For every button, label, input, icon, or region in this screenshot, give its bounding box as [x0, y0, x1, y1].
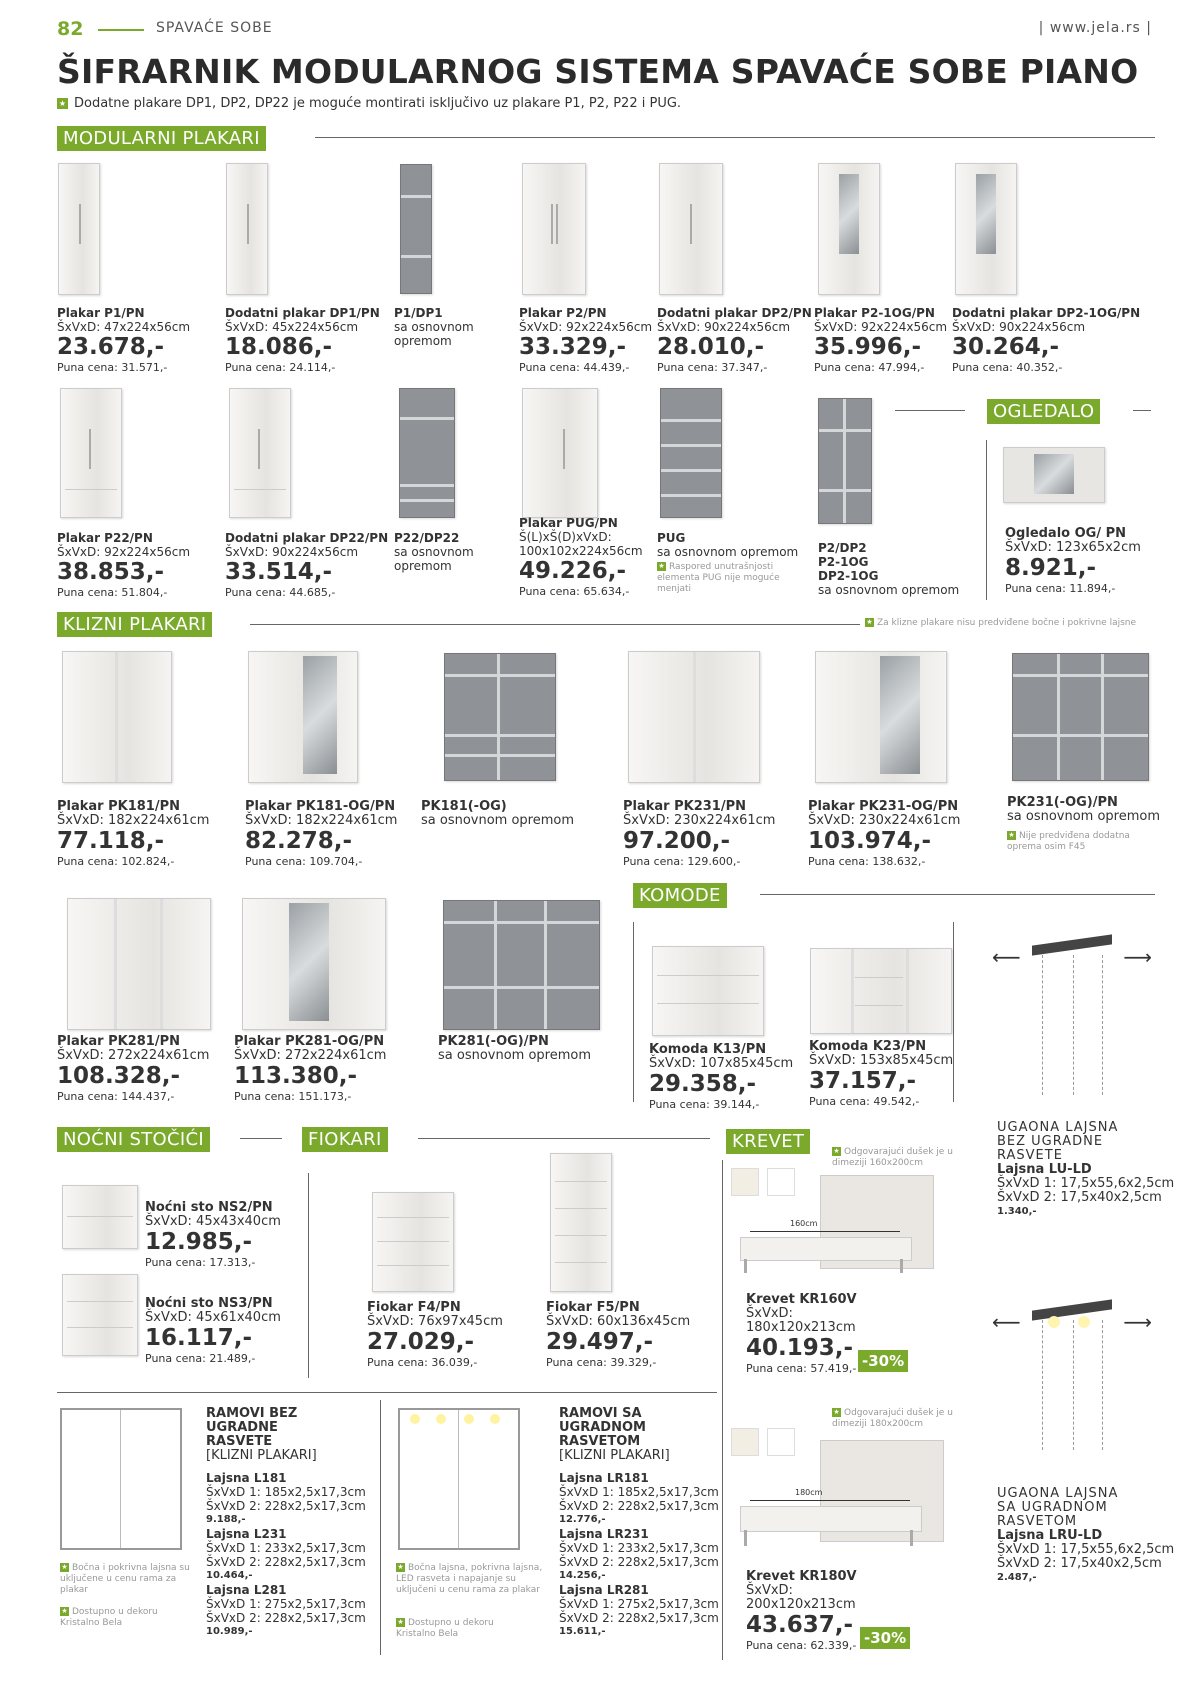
arrow-left-icon: ⟵ — [992, 945, 1021, 969]
divider — [760, 894, 1155, 895]
bed-180-note: ★ Odgovarajući dušek je u dimeziji 180x200cm — [832, 1408, 953, 1429]
product-dp2-1og: Dodatni plakar DP2-1OG/PN ŠxVxD: 90x224x56cm 30.264,- Puna cena: 40.352,- — [952, 306, 1141, 374]
sliding-wardrobe-pk231-image — [628, 651, 760, 783]
product-pk231-og: Plakar PK231-OG/PN ŠxVxD: 230x224x61cm 103.974,- Puna cena: 138.632,- — [808, 799, 961, 868]
drawer-chest-f4-image — [372, 1192, 454, 1292]
product-k13: Komoda K13/PN ŠxVxD: 107x85x45cm 29.358,- Puna cena: 39.144,- — [649, 1042, 794, 1111]
section-fiokari: FIOKARI — [302, 1127, 388, 1152]
star-icon: ★ — [61, 1563, 68, 1571]
wardrobe-p2-image — [522, 163, 586, 295]
sliding-wardrobe-pk181-interior-image — [444, 653, 556, 781]
wardrobe-pug-image — [522, 388, 598, 518]
sliding-wardrobe-pk231-interior-image — [1012, 653, 1149, 781]
pk231-note: ★ Nije predviđena dodatna oprema osim F45 — [1007, 831, 1130, 852]
ramovi-sa-note1: ★ Bočna lajsna, pokrivna lajsna, LED rasveta i napajanje su uključeni u cenu rama za plakar — [396, 1563, 543, 1595]
star-icon: ★ — [61, 1607, 68, 1615]
divider-vertical — [722, 1160, 723, 1660]
sliding-wardrobe-pk181-og-image — [248, 651, 358, 783]
star-icon: ★ — [833, 1147, 840, 1155]
section-komode: KOMODE — [633, 883, 727, 908]
wardrobe-dp22-image — [229, 388, 291, 518]
ramovi-sa-note2: ★ Dostupno u dekoru Kristalno Bela — [396, 1618, 494, 1639]
divider — [418, 1138, 710, 1139]
dresser-k13-image — [652, 946, 764, 1036]
arrow-left-icon: ⟵ — [992, 1310, 1021, 1334]
star-icon: ★ — [1008, 831, 1015, 839]
intro-note: ★ Dodatne plakare DP1, DP2, DP22 je moguće montirati isključivo uz plakare P1, P2, P22 i PUG. — [58, 96, 682, 111]
star-icon: ★ — [658, 562, 665, 570]
sliding-wardrobe-pk181-image — [62, 651, 172, 783]
pug-note: ★ Raspored unutrašnjosti elementa PUG nije moguće menjati — [657, 562, 780, 594]
divider — [240, 1138, 282, 1139]
corner-molding-lighted-image — [992, 1290, 1152, 1460]
product-pk231: Plakar PK231/PN ŠxVxD: 230x224x61cm 97.200,- Puna cena: 129.600,- — [623, 799, 776, 868]
product-p2: Plakar P2/PN ŠxVxD: 92x224x56cm 33.329,- Puna cena: 44.439,- — [519, 306, 653, 374]
bed-kr160v-image: 160cm — [740, 1175, 940, 1280]
product-dp2: Dodatni plakar DP2/PN ŠxVxD: 90x224x56cm 28.010,- Puna cena: 37.347,- — [657, 306, 812, 374]
divider-vertical — [380, 1400, 381, 1655]
product-pk281: Plakar PK281/PN ŠxVxD: 272x224x61cm 108.328,- Puna cena: 144.437,- — [57, 1034, 210, 1103]
star-icon: ★ — [866, 618, 873, 626]
bed-160-note: ★ Odgovarajući dušek je u dimeziji 160x200cm — [832, 1147, 953, 1168]
ramovi-bez-note1: ★ Bočna i pokrivna lajsna su uključene u cenu rama za plakar — [60, 1563, 190, 1595]
star-icon: ★ — [397, 1618, 404, 1626]
divider — [315, 137, 1155, 138]
wardrobe-pug-interior-image — [660, 388, 722, 518]
divider — [250, 624, 860, 625]
frame-without-light-image — [60, 1408, 182, 1550]
discount-badge: -30% — [858, 1350, 908, 1372]
product-p2-1og: Plakar P2-1OG/PN ŠxVxD: 92x224x56cm 35.996,- Puna cena: 47.994,- — [814, 306, 948, 374]
drawer-chest-f5-image — [550, 1153, 612, 1292]
nightstand-ns2-image — [62, 1185, 138, 1249]
nightstand-ns3-image — [62, 1274, 138, 1356]
product-pk181-og: Plakar PK181-OG/PN ŠxVxD: 182x224x61cm 82.278,- Puna cena: 109.704,- — [245, 799, 398, 868]
section-klizni: KLIZNI PLAKARI — [57, 612, 212, 637]
section-krevet: KREVET — [726, 1129, 810, 1154]
arrow-right-icon: ⟶ — [1123, 1310, 1152, 1334]
product-mirror: Ogledalo OG/ PN ŠxVxD: 123x65x2cm 8.921,- Puna cena: 11.894,- — [1005, 526, 1141, 595]
star-icon: ★ — [397, 1563, 404, 1571]
section-nocni: NOĆNI STOČIĆI — [57, 1127, 210, 1152]
discount-badge: -30% — [860, 1627, 910, 1649]
wardrobe-dp1-image — [226, 163, 268, 295]
page-title: ŠIFRARNIK MODULARNOG SISTEMA SPAVAĆE SOBE PIANO — [57, 52, 1139, 91]
divider — [57, 1392, 717, 1393]
product-pk181-interior: PK181(-OG) sa osnovnom opremom — [421, 799, 575, 828]
product-pk281-og: Plakar PK281-OG/PN ŠxVxD: 272x224x61cm 113.380,- Puna cena: 151.173,- — [234, 1034, 387, 1103]
product-k23: Komoda K23/PN ŠxVxD: 153x85x45cm 37.157,- Puna cena: 49.542,- — [809, 1039, 954, 1108]
wardrobe-p1-interior-image — [400, 164, 432, 294]
section-modularni: MODULARNI PLAKARI — [57, 126, 266, 151]
product-p22-dp22-interior: P22/DP22 sa osnovnom opremom — [394, 531, 474, 573]
dresser-k23-image — [810, 948, 952, 1034]
page-number: 82 — [57, 18, 84, 40]
product-p1: Plakar P1/PN ŠxVxD: 47x224x56cm 23.678,- Puna cena: 31.571,- — [57, 306, 191, 374]
sliding-wardrobe-pk281-image — [67, 898, 211, 1030]
corner-molding-lru-ld: UGAONA LAJSNA SA UGRADNOM RASVETOM Lajsna LRU-LD ŠxVxD 1: 17,5x55,6x2,5cm ŠxVxD 2: 17,5x40x2,5cm 2.487,- — [997, 1486, 1175, 1583]
wardrobe-p22-image — [60, 388, 122, 518]
product-pk231-interior: PK231(-OG)/PN sa osnovnom opremom — [1007, 795, 1161, 824]
sliding-wardrobe-pk281-interior-image — [443, 900, 600, 1030]
product-p2-dp2-interior: P2/DP2 P2-1OG DP2-1OG sa osnovnom opremom — [818, 541, 960, 597]
klizni-note: ★ Za klizne plakare nisu predviđene bočne i pokrivne lajsne — [866, 618, 1137, 628]
ramovi-bez-note2: ★ Dostupno u dekoru Kristalno Bela — [60, 1607, 158, 1628]
product-p1-dp1-interior: P1/DP1 sa osnovnom opremom — [394, 306, 474, 348]
divider — [895, 410, 965, 411]
product-f4: Fiokar F4/PN ŠxVxD: 76x97x45cm 27.029,- Puna cena: 36.039,- — [367, 1300, 503, 1369]
frame-with-light-image — [398, 1408, 520, 1550]
wardrobe-p22-interior-image — [399, 388, 455, 518]
product-kr160v: Krevet KR160V ŠxVxD: 180x120x213cm 40.193,- Puna cena: 57.419,- — [746, 1292, 857, 1375]
arrow-right-icon: ⟶ — [1123, 945, 1152, 969]
product-pug-interior: PUG sa osnovnom opremom — [657, 531, 799, 559]
product-pk181: Plakar PK181/PN ŠxVxD: 182x224x61cm 77.118,- Puna cena: 102.824,- — [57, 799, 210, 868]
sliding-wardrobe-pk231-og-image — [815, 651, 947, 783]
product-ns3: Noćni sto NS3/PN ŠxVxD: 45x61x40cm 16.117,- Puna cena: 21.489,- — [145, 1296, 281, 1365]
product-kr180v: Krevet KR180V ŠxVxD: 200x120x213cm 43.637,- Puna cena: 62.339,- — [746, 1569, 857, 1652]
wardrobe-dp2-1og-image — [955, 163, 1017, 295]
divider-vertical — [633, 922, 634, 1102]
sliding-wardrobe-pk281-og-image — [242, 898, 386, 1030]
product-f5: Fiokar F5/PN ŠxVxD: 60x136x45cm 29.497,- Puna cena: 39.329,- — [546, 1300, 691, 1369]
section-ogledalo: OGLEDALO — [987, 399, 1100, 424]
wardrobe-p2-1og-image — [818, 163, 880, 295]
product-pk281-interior: PK281(-OG)/PN sa osnovnom opremom — [438, 1034, 592, 1063]
product-dp1: Dodatni plakar DP1/PN ŠxVxD: 45x224x56cm 18.086,- Puna cena: 24.114,- — [225, 306, 380, 374]
wardrobe-dp2-image — [659, 163, 723, 295]
divider — [1133, 410, 1151, 411]
product-ns2: Noćni sto NS2/PN ŠxVxD: 45x43x40cm 12.985,- Puna cena: 17.313,- — [145, 1200, 281, 1269]
wardrobe-p2-interior-image — [818, 398, 872, 524]
corner-molding-lu-ld: UGAONA LAJSNA BEZ UGRADNE RASVETE Lajsna LU-LD ŠxVxD 1: 17,5x55,6x2,5cm ŠxVxD 2: 17,5x40x2,5cm 1.340,- — [997, 1120, 1175, 1217]
divider-vertical — [986, 440, 987, 600]
section-label: SPAVAĆE SOBE — [156, 20, 273, 36]
divider-vertical — [308, 1173, 309, 1378]
website-link[interactable]: | www.jela.rs | — [1038, 20, 1152, 36]
page-number-rule — [98, 29, 144, 31]
frames-without-light: RAMOVI BEZ UGRADNE RASVETE [KLIZNI PLAKARI] Lajsna L181 ŠxVxD 1: 185x2,5x17,3cm ŠxVxD 2: 228x2,5x17,3cm 9.188,- Lajsna L231 ŠxVxD 1: 233x2,5x17,3cm ŠxVxD 2: 228x2,5x17,3cm 10.464,- Lajsna L281 ŠxVxD 1: 275x2,5x17,3cm ŠxVxD 2: 228x2,5x17,3cm 10.989,- — [206, 1406, 366, 1637]
product-p22: Plakar P22/PN ŠxVxD: 92x224x56cm 38.853,- Puna cena: 51.804,- — [57, 531, 191, 599]
bed-kr180v-image: 180cm — [740, 1440, 950, 1558]
frames-with-light: RAMOVI SA UGRADNOM RASVETOM [KLIZNI PLAKARI] Lajsna LR181 ŠxVxD 1: 185x2,5x17,3cm ŠxVxD 2: 228x2,5x17,3cm 12.776,- Lajsna LR231 ŠxVxD 1: 233x2,5x17,3cm ŠxVxD 2: 228x2,5x17,3cm 14.256,- Lajsna LR281 ŠxVxD 1: 275x2,5x17,3cm ŠxVxD 2: 228x2,5x17,3cm 15.611,- — [559, 1406, 719, 1637]
star-icon: ★ — [58, 99, 67, 108]
corner-molding-image — [992, 925, 1152, 1100]
mirror-image — [1003, 447, 1105, 503]
wardrobe-p1-image — [58, 163, 100, 295]
star-icon: ★ — [833, 1408, 840, 1416]
product-dp22: Dodatni plakar DP22/PN ŠxVxD: 90x224x56cm 33.514,- Puna cena: 44.685,- — [225, 531, 389, 599]
product-pug: Plakar PUG/PN Š(L)xŠ(D)xVxD: 100x102x224x56cm 49.226,- Puna cena: 65.634,- — [519, 516, 643, 598]
